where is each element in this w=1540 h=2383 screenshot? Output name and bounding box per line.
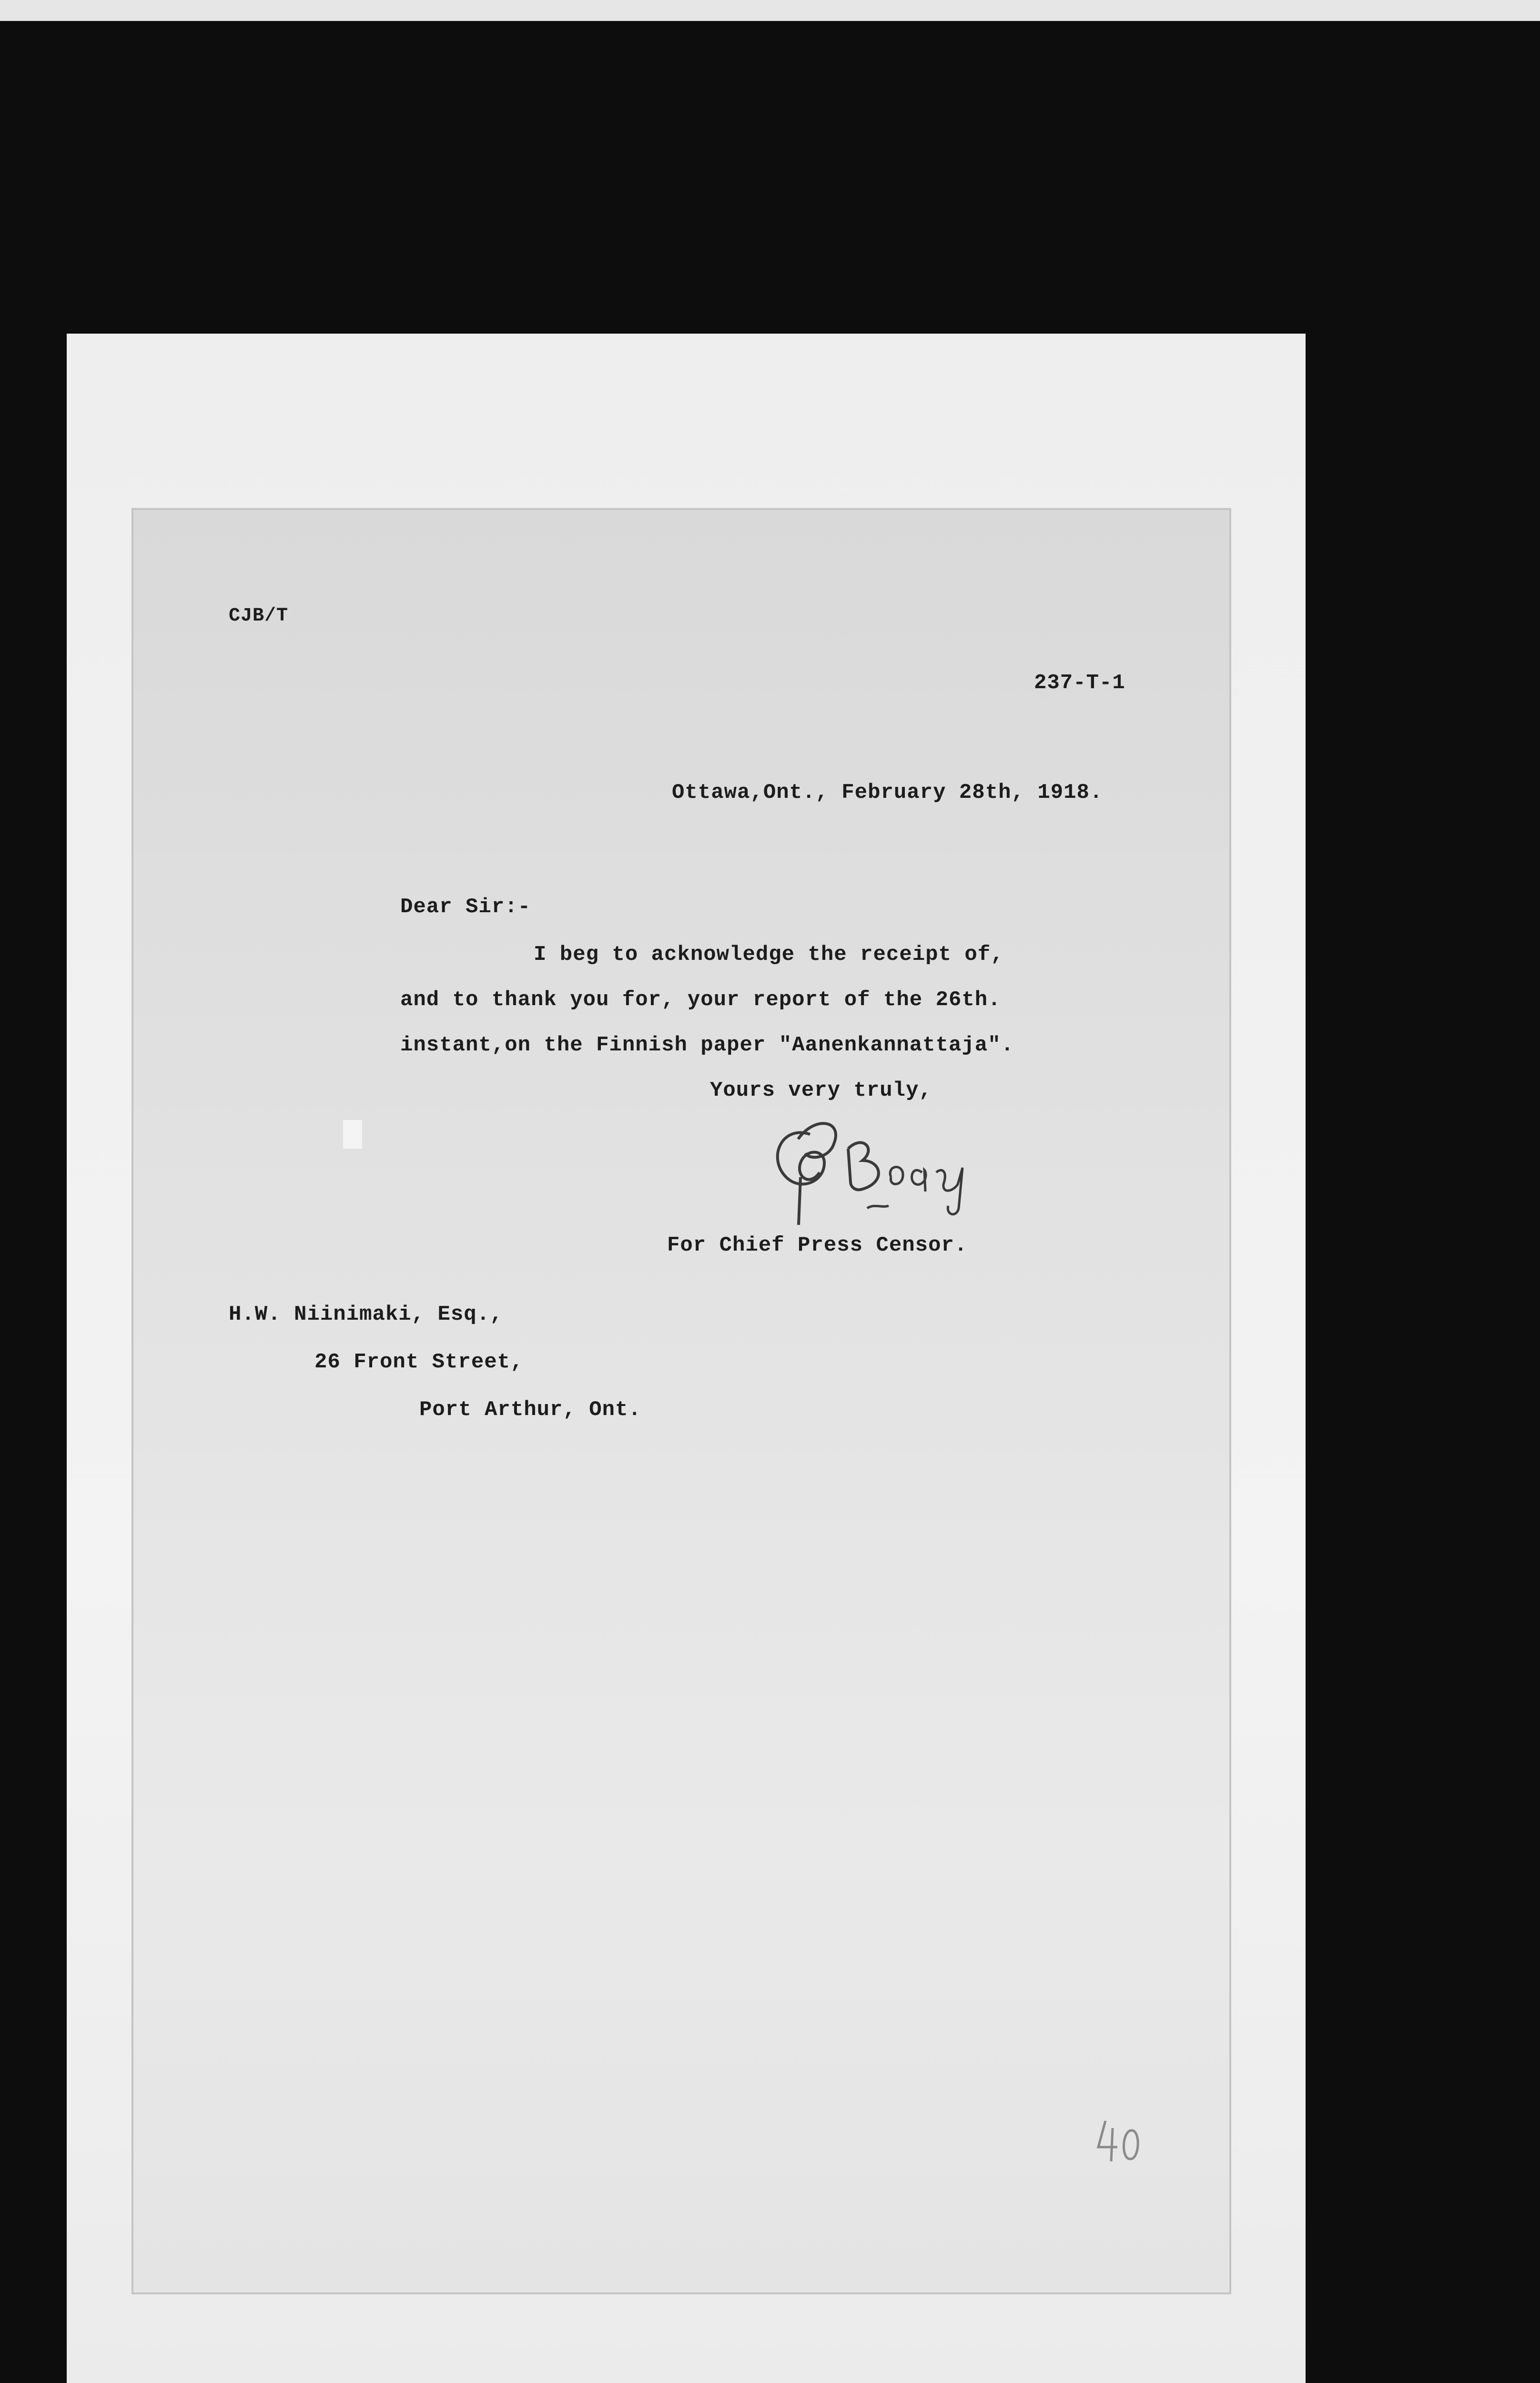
body-line-1: I beg to acknowledge the receipt of, (534, 943, 1004, 967)
body-line-2: and to thank you for, your report of the 26th. (400, 988, 1001, 1012)
signer-title: For Chief Press Censor. (667, 1233, 968, 1257)
reference-initials: CJB/T (229, 605, 289, 627)
addressee-name: H.W. Niinimaki, Esq., (229, 1303, 503, 1326)
paper-flake (343, 1120, 362, 1149)
place-date: Ottawa,Ont., February 28th, 1918. (672, 781, 1103, 805)
body-line-3: instant,on the Finnish paper "Aanenkannattaja". (400, 1033, 1014, 1057)
film-top-band (0, 0, 1540, 21)
file-number: 237-T-1 (1034, 671, 1125, 695)
addressee-street: 26 Front Street, (314, 1350, 524, 1374)
pencil-folio-number (1091, 2111, 1148, 2169)
salutation: Dear Sir:- (400, 895, 531, 919)
letter-page (133, 510, 1229, 2292)
addressee-city: Port Arthur, Ont. (419, 1398, 641, 1422)
complimentary-close: Yours very truly, (710, 1079, 932, 1102)
signature-image (753, 1106, 972, 1230)
